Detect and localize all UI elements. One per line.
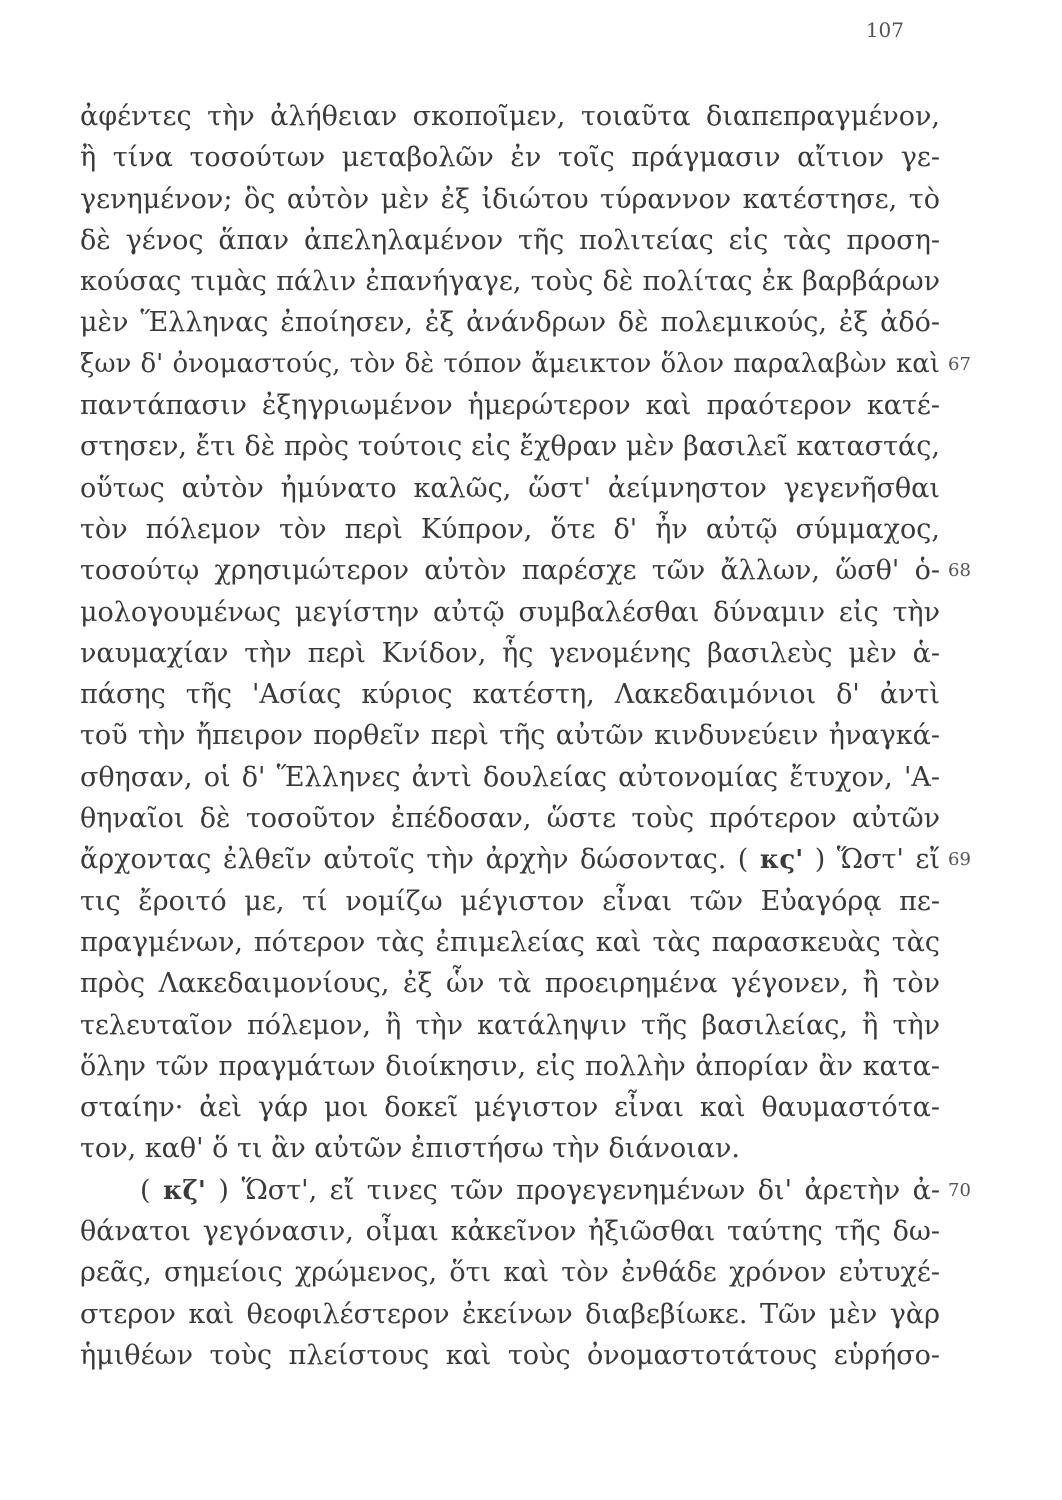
text-line (80, 1128, 940, 1169)
text-line (80, 261, 940, 302)
text-line (80, 344, 971, 385)
text-line (80, 592, 940, 633)
text-line (80, 179, 940, 220)
line-text: ναυμαχίαν τὴν περὶ Κνίδον, ἧς γενομένης βασιλεὺς μὲν ἁ- (80, 637, 940, 669)
line-text: πραγμένων, πότερον τὰς ἐπιμελείας καὶ τὰς παρασκευὰς τὰς (80, 926, 940, 958)
line-text (140, 1170, 940, 1212)
line-text: τον, καθ' ὅ τι ἂν αὐτῶν ἐπιστήσω τὴν διάνοιαν. (80, 1133, 740, 1165)
text-line (80, 509, 940, 550)
line-text (80, 839, 940, 881)
text-line (80, 674, 940, 715)
line-text: θάνατοι γεγόνασιν, οἶμαι κἀκεῖνον ἠξιῶσθαι ταύτης τῆς δω- (80, 1216, 940, 1248)
text-line (80, 798, 940, 839)
text-line (80, 426, 940, 467)
line-text: δὲ γένος ἅπαν ἀπεληλαμένον τῆς πολιτείας εἰς τὰς προση- (80, 224, 940, 256)
text-line (80, 922, 940, 963)
line-text: παντάπασιν ἐξηγριωμένον ἡμερώτερον καὶ πραότερον κατέ- (80, 390, 940, 422)
line-text-after-mark: ) Ὥστ', εἴ τινες τῶν προγεγενημένων δι' ἀρετὴν ἀ- (218, 1174, 940, 1206)
line-text: πρὸς Λακεδαιμονίους, ἐξ ὧν τὰ προειρημένα γέγονεν, ἢ τὸν (80, 968, 940, 1000)
section-margin-number: 70 (948, 1179, 971, 1201)
text-line (80, 715, 940, 756)
line-text: τελευταῖον πόλεμον, ἢ τὴν κατάληψιν τῆς βασιλείας, ἢ τὴν (80, 1009, 940, 1041)
line-text: στερον καὶ θεοφιλέστερον ἐκείνων διαβεβίωκε. Τῶν μὲν γὰρ (80, 1298, 940, 1330)
line-text: μολογουμένως μεγίστην αὐτῷ συμβαλέσθαι δύναμιν εἰς τὴν (80, 596, 940, 628)
line-text: θηναῖοι δὲ τοσοῦτον ἐπέδοσαν, ὥστε τοὺς πρότερον αὐτῶν (80, 803, 940, 835)
text-line (80, 1252, 940, 1293)
line-text: πάσης τῆς 'Ασίας κύριος κατέστη, Λακεδαιμόνιοι δ' ἀντὶ (80, 679, 940, 711)
body-text (80, 96, 971, 1376)
line-text: τοῦ τὴν ἤπειρον πορθεῖν περὶ τῆς αὐτῶν κινδυνεύειν ἠναγκά- (80, 720, 940, 752)
text-line (80, 1211, 940, 1252)
text-line (80, 220, 940, 261)
text-line (80, 839, 971, 880)
line-text: στησεν, ἔτι δὲ πρὸς τούτοις εἰς ἔχθραν μὲν βασιλεῖ καταστάς, (80, 431, 940, 463)
text-line (80, 633, 940, 674)
line-text: τις ἔροιτό με, τί νομίζω μέγιστον εἶναι τῶν Εὐαγόρᾳ πε- (80, 885, 940, 917)
line-text: οὕτως αὐτὸν ἠμύνατο καλῶς, ὥστ' ἀείμνηστον γεγενῆσθαι (80, 472, 940, 504)
text-line (80, 1294, 940, 1335)
text-line (80, 881, 940, 922)
line-text: σταίην· ἀεὶ γάρ μοι δοκεῖ μέγιστον εἶναι καὶ θαυμαστότα- (80, 1092, 940, 1124)
line-text: μὲν Ἕλληνας ἐποίησεν, ἐξ ἀνάνδρων δὲ πολεμικούς, ἐξ ἀδό- (80, 307, 940, 339)
line-text: ἀφέντες τὴν ἀλήθειαν σκοποῖμεν, τοιαῦτα διαπεπραγμένον, (80, 101, 940, 132)
line-text: ἡμιθέων τοὺς πλείστους καὶ τοὺς ὀνομαστοτάτους εὑρήσο- (80, 1339, 940, 1371)
line-text: σθησαν, οἱ δ' Ἕλληνες ἀντὶ δουλείας αὐτονομίας ἔτυχον, 'Α- (80, 761, 940, 793)
line-text: ξων δ' ὀνομαστούς, τὸν δὲ τόπον ἄμεικτον ὅλον παραλαβὼν καὶ (80, 348, 940, 379)
line-text: ρεᾶς, σημείοις χρώμενος, ὅτι καὶ τὸν ἐνθάδε χρόνον εὐτυχέ- (80, 1257, 940, 1289)
text-line (80, 137, 940, 178)
text-line (80, 963, 940, 1004)
line-text-before-mark: ( (140, 1174, 151, 1206)
text-line (80, 1005, 940, 1046)
page-number: 107 (865, 18, 904, 42)
text-line (80, 1335, 940, 1376)
section-margin-number: 67 (948, 353, 971, 375)
text-line (80, 550, 971, 591)
text-line (80, 96, 940, 137)
line-text-after-mark: ) Ὥστ' εἴ (814, 844, 940, 876)
line-text-before-mark: ἄρχοντας ἐλθεῖν αὐτοῖς τὴν ἀρχὴν δώσοντας. ( (80, 844, 749, 876)
text-line (80, 302, 940, 343)
line-text: τοσούτῳ χρησιμώτερον αὐτὸν παρέσχε τῶν ἄλλων, ὥσθ' ὁ- (80, 555, 940, 587)
text-line (80, 385, 940, 426)
section-margin-number: 69 (948, 849, 971, 871)
text-line (80, 468, 940, 509)
line-text: γενημένον; ὃς αὐτὸν μὲν ἐξ ἰδιώτου τύραννον κατέστησε, τὸ (80, 183, 940, 215)
text-line (80, 1046, 940, 1087)
text-line (80, 1087, 940, 1128)
section-margin-number: 68 (948, 560, 971, 582)
section-mark: κς' (759, 845, 804, 876)
line-text: ἢ τίνα τοσούτων μεταβολῶν ἐν τοῖς πράγμασιν αἴτιον γε- (80, 142, 940, 174)
line-text: τὸν πόλεμον τὸν περὶ Κύπρον, ὅτε δ' ἦν αὐτῷ σύμμαχος, (80, 513, 940, 545)
text-line (80, 1170, 971, 1211)
line-text: ὅλην τῶν πραγμάτων διοίκησιν, εἰς πολλὴν ἀπορίαν ἂν κατα- (80, 1050, 940, 1082)
line-text: κούσας τιμὰς πάλιν ἐπανήγαγε, τοὺς δὲ πολίτας ἐκ βαρβάρων (80, 266, 940, 298)
section-mark: κζ' (163, 1175, 206, 1206)
text-line (80, 757, 940, 798)
